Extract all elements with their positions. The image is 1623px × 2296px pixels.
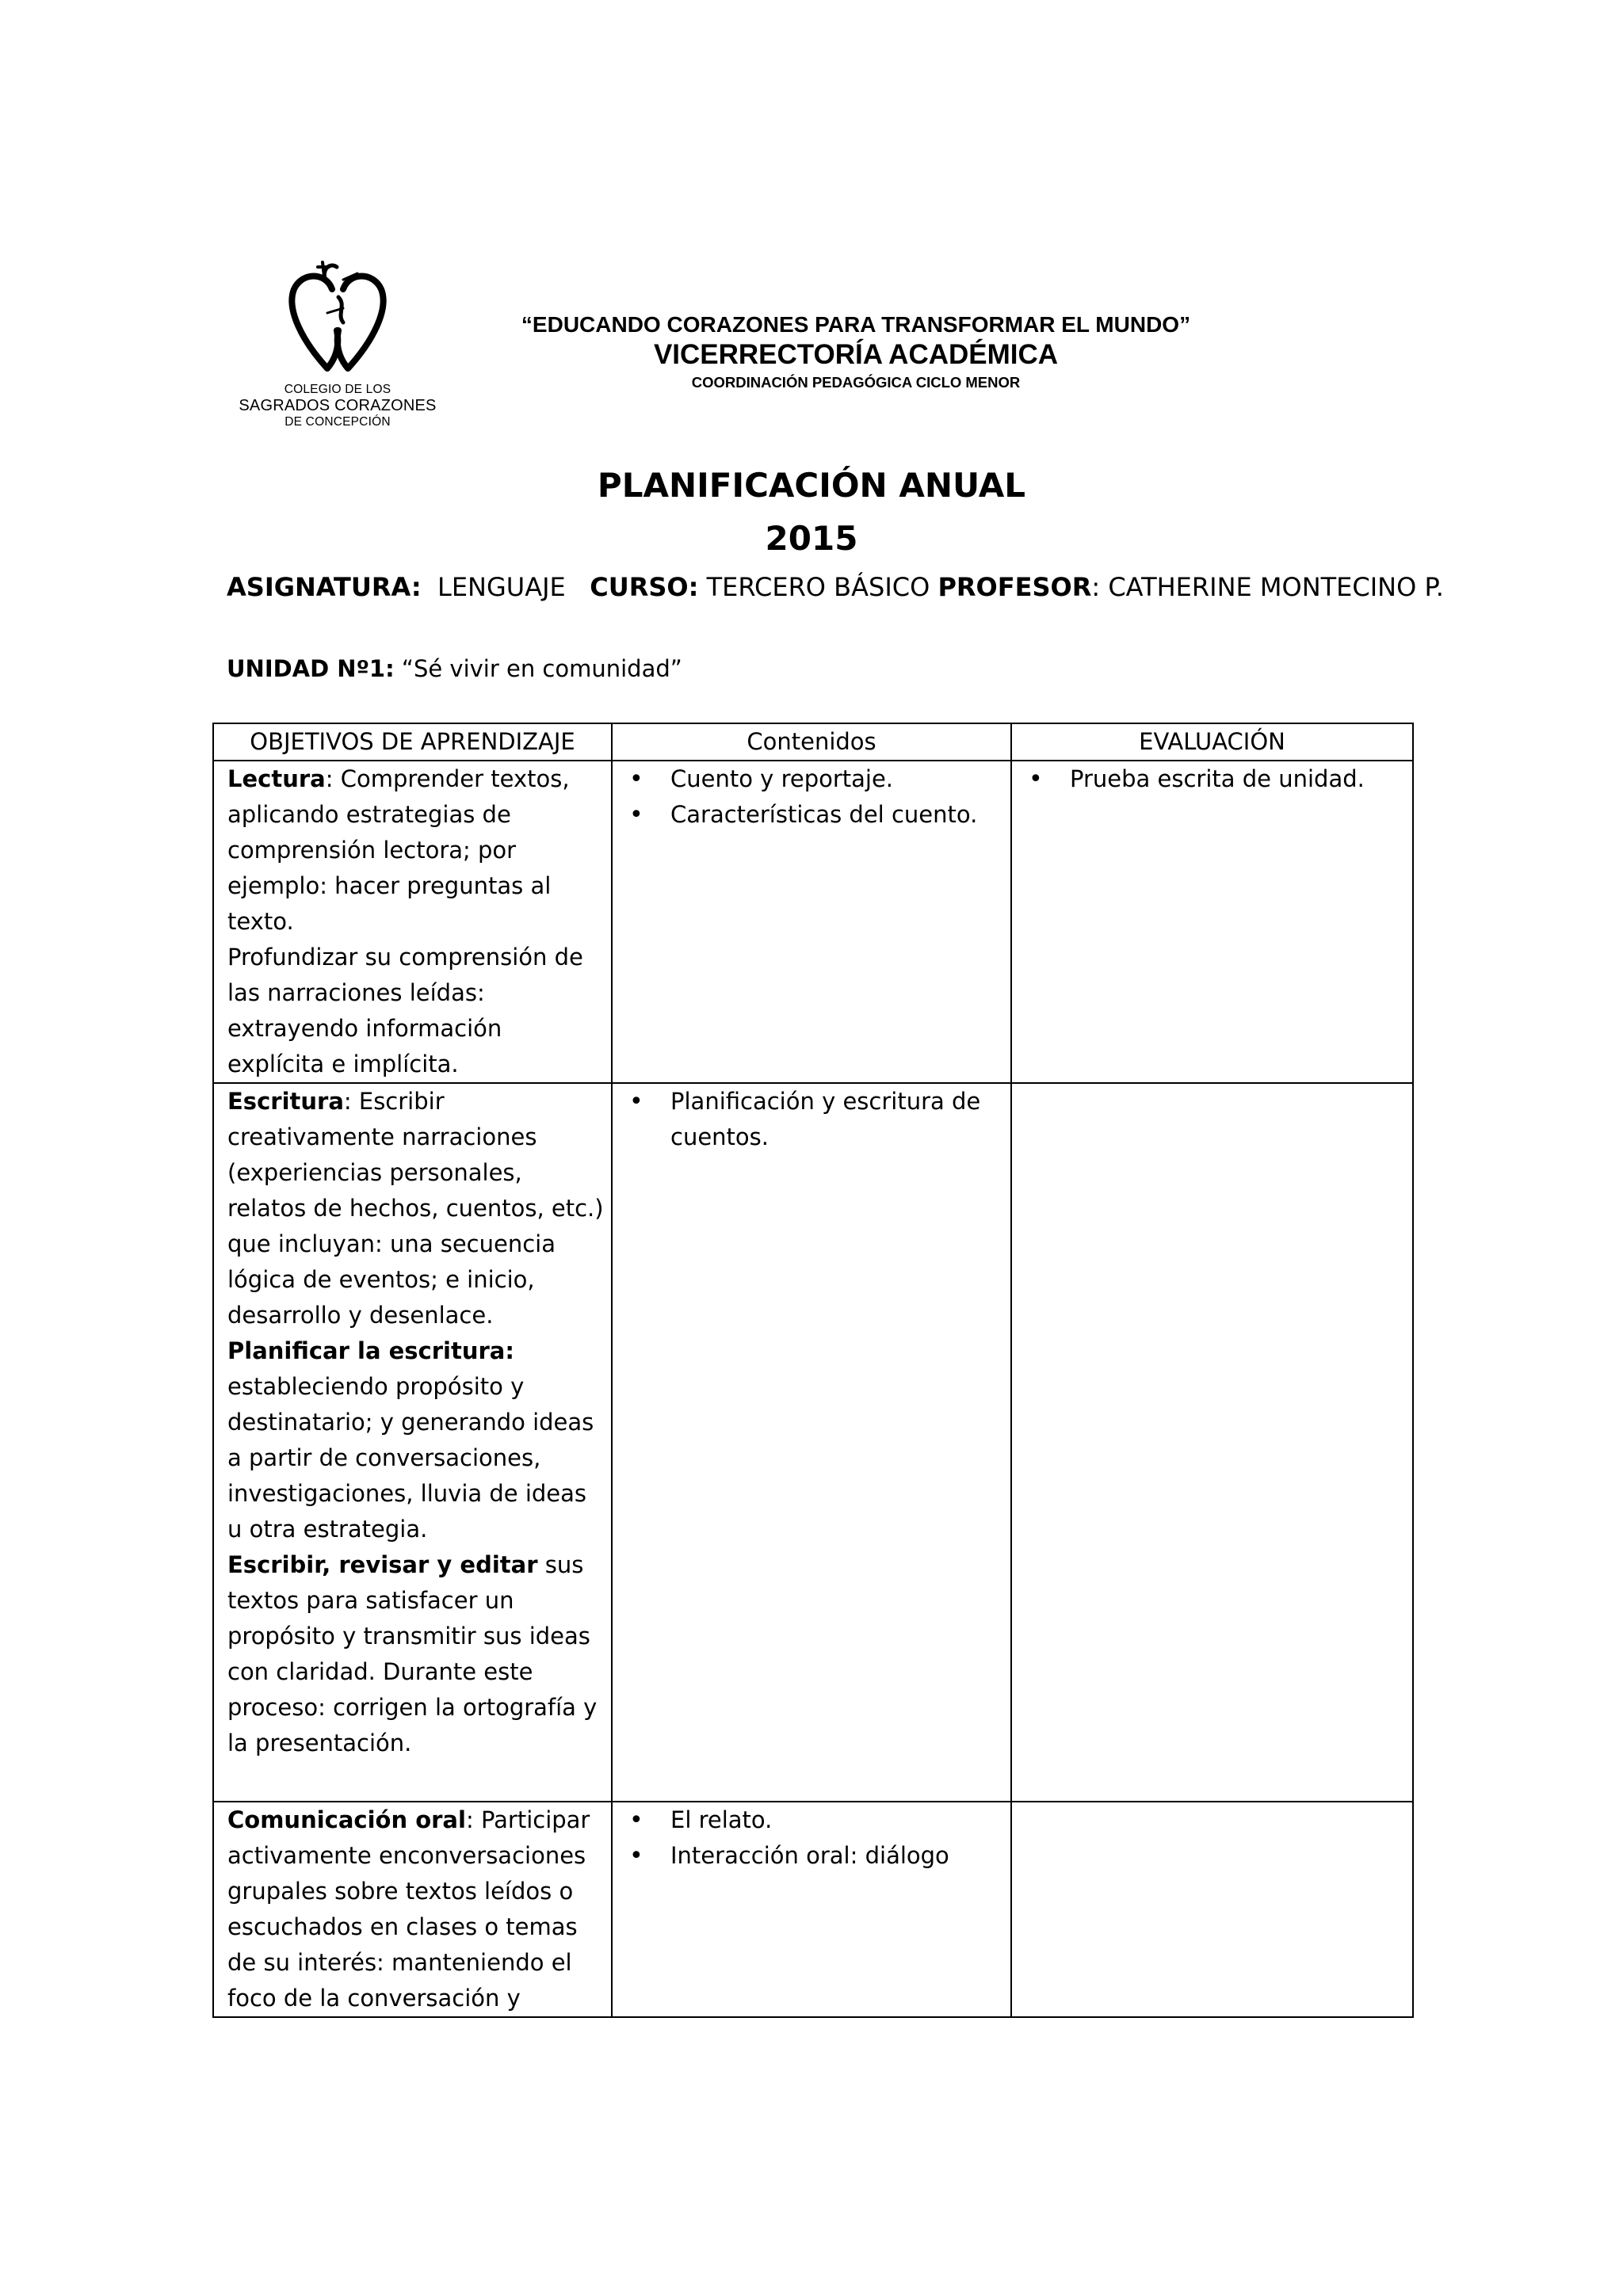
school-motto: “EDUCANDO CORAZONES PARA TRANSFORMAR EL MUNDO” [521,312,1191,337]
objective-paragraph [227,1547,605,1761]
objective-paragraph [227,761,605,940]
header-contents: Contenidos [612,723,1011,761]
list-item: • Características del cuento. [626,797,1004,833]
table-row [213,761,1413,1083]
list-item: • Prueba escrita de unidad. [1025,761,1406,797]
objective-heading: Lectura [227,765,326,792]
objectives-cell [213,1802,612,2017]
unit-title: “Sé vivir en comunidad” [401,655,682,682]
objective-heading: Comunicación oral [227,1806,466,1833]
contents-cell [612,1083,1011,1802]
evaluation-cell [1011,1083,1413,1802]
list-item: • Interacción oral: diálogo [626,1838,1004,1874]
evaluation-cell [1011,761,1413,1083]
list-item: • Cuento y reportaje. [626,761,1004,797]
subject-value: LENGUAJE [437,572,566,602]
objective-text: sus textos para satisfacer un propósito y transmitir sus ideas con claridad. Durante este proceso: corrigen la ortografía y la presentación. [227,1551,598,1756]
course-info-line [227,566,1444,608]
objective-text: : Participar activamente enconversaciones grupales sobre textos leídos o escuchados en clases o temas de su interés: manteniendo el foco de la conversación y [227,1806,590,2012]
contents-cell [612,1802,1011,2017]
table-header-row [213,723,1413,761]
objective-heading: Planificar la escritura: [227,1337,514,1364]
objective-paragraph [227,1084,605,1333]
objective-text: : Escribir creativamente narraciones (experiencias personales, relatos de hechos, cuentos, etc.) que incluyan: una secuencia lógica de eventos; e inicio, desarrollo y desenlace. [227,1088,604,1329]
teacher-value: : CATHERINE MONTECINO P. [1091,572,1444,602]
objectives-cell [213,1083,612,1802]
contents-list [626,761,1004,833]
department-title: VICERRECTORÍA ACADÉMICA [653,339,1059,370]
school-logo [228,257,447,429]
contents-list [626,1084,1004,1155]
objective-paragraph [227,1333,605,1547]
course-value: TERCERO BÁSICO [706,572,930,602]
unit-label: UNIDAD Nº1: [227,655,395,682]
header-objectives: OBJETIVOS DE APRENDIZAJE [213,723,612,761]
objective-paragraph [227,940,605,1082]
coordination-subtitle: COORDINACIÓN PEDAGÓGICA CICLO MENOR [691,374,1021,391]
objective-paragraph [227,1802,605,2016]
evaluation-cell [1011,1802,1413,2017]
header-evaluation: EVALUACIÓN [1011,723,1413,761]
objective-text: estableciendo propósito y destinatario; y generando ideas a partir de conversaciones, investigaciones, lluvia de ideas u otra estrategia. [227,1373,594,1543]
sacred-hearts-crest-icon [270,257,405,380]
school-name-line-1: COLEGIO DE LOS [284,383,391,396]
objective-text: Profundizar su comprensión de las narraciones leídas: extrayendo información explícita e implícita. [227,944,583,1077]
objective-heading: Escritura [227,1088,344,1115]
document-year: 2015 [765,519,858,558]
objective-heading: Escribir, revisar y editar [227,1551,538,1578]
contents-cell [612,761,1011,1083]
document-title: PLANIFICACIÓN ANUAL [597,466,1026,505]
teacher-label: PROFESOR [938,572,1092,602]
evaluation-list [1025,761,1406,797]
objectives-cell [213,761,612,1083]
school-name-line-3: DE CONCEPCIÓN [285,415,391,429]
course-label: CURSO: [590,572,699,602]
list-item: • Planificación y escritura de cuentos. [626,1084,1004,1155]
table-row [213,1083,1413,1802]
objective-text: : Comprender textos, aplicando estrategias de comprensión lectora; por ejemplo: hacer preguntas al texto. [227,765,570,935]
school-name-line-2: SAGRADOS CORAZONES [239,397,437,414]
table-row [213,1802,1413,2017]
list-item: • El relato. [626,1802,1004,1838]
subject-label: ASIGNATURA: [227,572,422,602]
planning-table [212,723,1414,2018]
unit-line [227,651,682,686]
contents-list [626,1802,1004,1874]
